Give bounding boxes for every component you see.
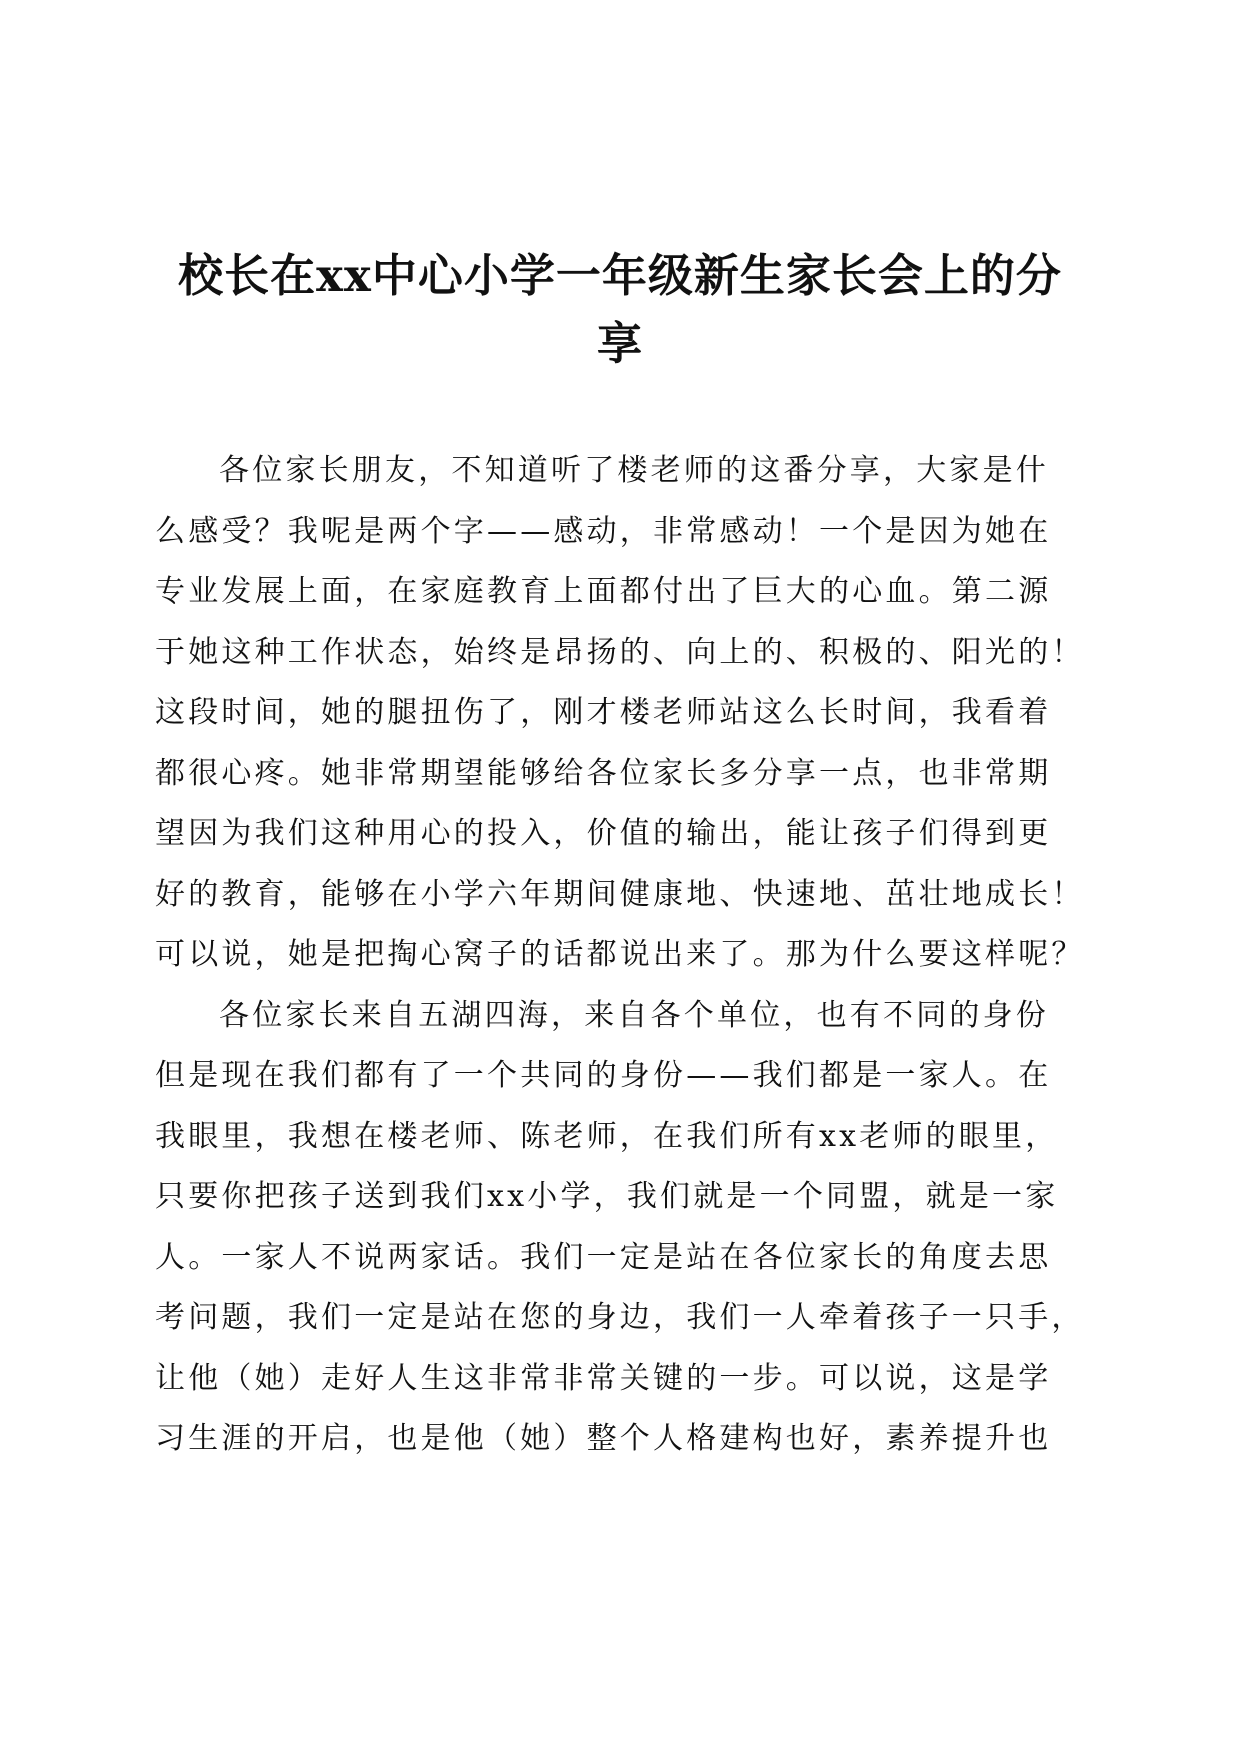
document-title (150, 242, 1090, 378)
text-line: 么感受？我呢是两个字——感动，非常感动！一个是因为她在 (155, 513, 1052, 549)
text-line: 各位家长朋友，不知道听了楼老师的这番分享，大家是什 (219, 453, 1049, 488)
text-line: 望因为我们这种用心的投入，价值的输出，能让孩子们得到更 (155, 816, 1052, 851)
text-line: 好的教育，能够在小学六年期间健康地、快速地、茁壮地成长！ (155, 876, 1085, 912)
title-line: 享 (596, 317, 643, 370)
text-line: 可以说，她是把掏心窝子的话都说出来了。那为什么要这样呢？ (155, 937, 1085, 972)
text-line: 让他（她）走好人生这非常非常关键的一步。可以说，这是学 (155, 1360, 1052, 1396)
text-line: 这段时间，她的腿扭伤了，刚才楼老师站这么长时间，我看着 (155, 695, 1052, 730)
text-line: 考问题，我们一定是站在您的身边，我们一人牵着孩子一只手， (155, 1300, 1085, 1335)
text-line: 习生涯的开启，也是他（她）整个人格建构也好，素养提升也 (155, 1421, 1052, 1456)
text-line: 都很心疼。她非常期望能够给各位家长多分享一点，也非常期 (155, 755, 1052, 791)
text-line: 人。一家人不说两家话。我们一定是站在各位家长的角度去思 (155, 1239, 1052, 1275)
text-line: 只要你把孩子送到我们xx小学，我们就是一个同盟，就是一家 (155, 1179, 1059, 1214)
paragraph-1 (155, 441, 1085, 986)
text-line: 但是现在我们都有了一个共同的身份——我们都是一家人。在 (155, 1058, 1052, 1093)
document-body (155, 441, 1085, 1470)
text-line: 于她这种工作状态，始终是昂扬的、向上的、积极的、阳光的！ (155, 634, 1085, 670)
paragraph-2 (155, 986, 1085, 1470)
text-line: 我眼里，我想在楼老师、陈老师，在我们所有xx老师的眼里， (155, 1118, 1059, 1154)
title-line: 校长在xx中心小学一年级新生家长会上的分 (178, 249, 1062, 302)
text-line: 专业发展上面，在家庭教育上面都付出了巨大的心血。第二源 (155, 574, 1052, 609)
text-line: 各位家长来自五湖四海，来自各个单位，也有不同的身份 (219, 997, 1049, 1033)
